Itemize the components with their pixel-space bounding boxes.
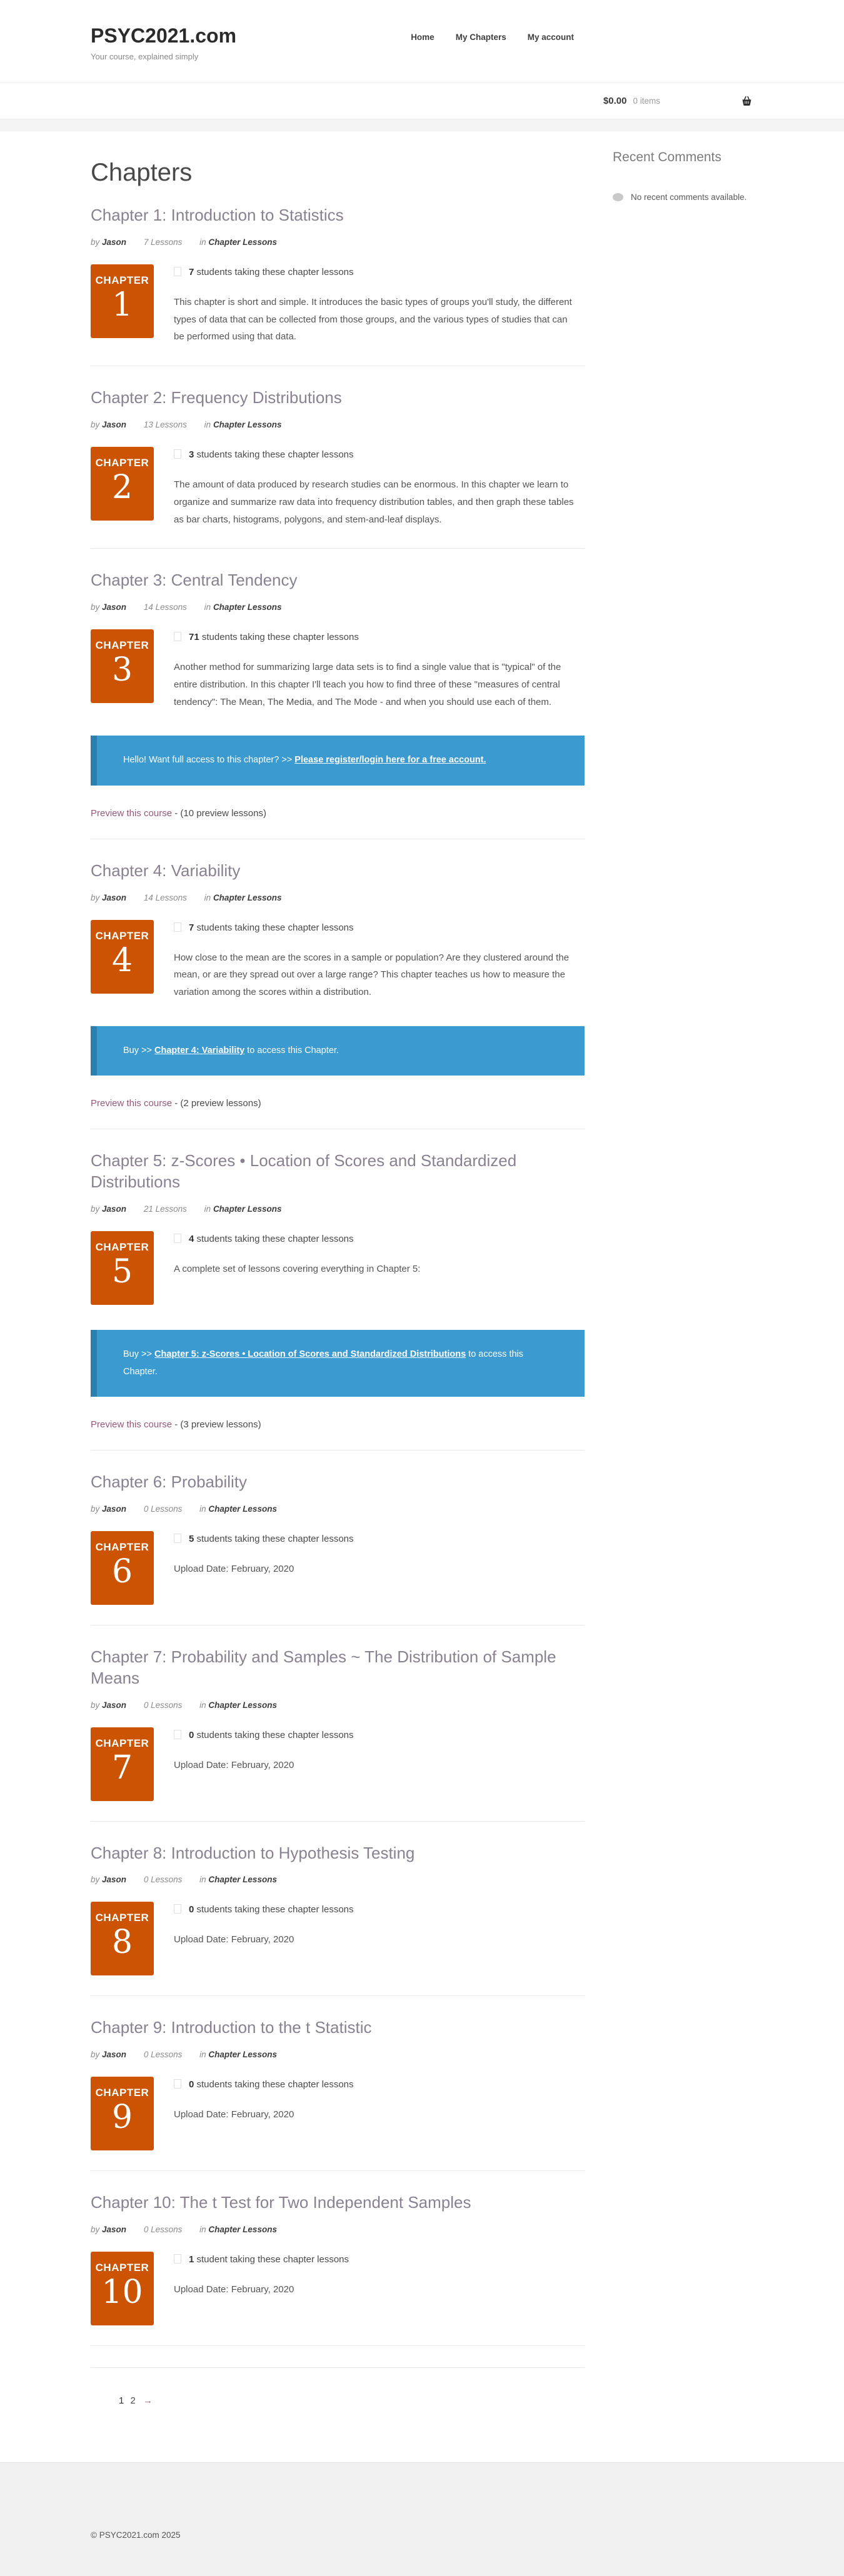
pagination-current-page: 1 (119, 2395, 124, 2406)
chapter-banner (91, 1330, 585, 1397)
students-count-line (174, 2252, 585, 2265)
chapter-meta (91, 1504, 585, 1514)
preview-lessons-count: - (2 preview lessons) (172, 1098, 261, 1109)
chapter-author: by Jason (91, 1204, 127, 1214)
site-footer (0, 2462, 844, 2576)
chapter-badge-number: 5 (111, 1253, 133, 1291)
chapter-author: by Jason (91, 237, 127, 247)
chapter-title (91, 2192, 585, 2214)
chapter-meta (91, 1700, 585, 1710)
chapter-category: in Chapter Lessons (199, 1504, 277, 1514)
students-icon (174, 2079, 181, 2089)
students-count: 1 (189, 2254, 194, 2265)
chapter-badge-number: 2 (111, 469, 133, 507)
chapter-title (91, 861, 585, 882)
chapter-entry (91, 1843, 585, 1997)
chapter-entry (91, 1151, 585, 1450)
students-count: 4 (189, 1234, 194, 1245)
nav-item-home[interactable]: Home (411, 32, 435, 42)
chapters-list (91, 205, 585, 2346)
chapter-badge-label: CHAPTER (95, 2261, 149, 2274)
students-count: 7 (189, 922, 194, 933)
chapter-title-link[interactable]: Chapter 6: Probability (91, 1472, 248, 1492)
chapter-title (91, 1472, 585, 1493)
students-icon (174, 267, 181, 276)
comment-bubble-icon (613, 193, 623, 201)
chapter-title-link[interactable]: Chapter 3: Central Tendency (91, 571, 298, 590)
banner-text-pre: Buy >> (123, 1349, 154, 1360)
chapter-badge-label: CHAPTER (95, 1912, 149, 1924)
chapter-badge-number: 1 (111, 286, 133, 324)
chapter-description: A complete set of lessons covering everything in Chapter 5: (174, 1264, 421, 1275)
banner-text-pre: Buy >> (123, 1045, 154, 1056)
chapter-badge-thumbnail[interactable] (91, 447, 154, 521)
preview-course-link[interactable]: Preview this course (91, 1419, 173, 1430)
chapter-badge-number: 7 (111, 1749, 133, 1787)
pagination (91, 2368, 585, 2406)
students-count-line (174, 2077, 585, 2090)
chapter-badge-thumbnail[interactable] (91, 1902, 154, 1975)
banner-text-pre: Hello! Want full access to this chapter? >> (123, 755, 295, 766)
chapter-lessons-count: 0 Lessons (143, 1875, 183, 1885)
chapter-badge-thumbnail[interactable] (91, 264, 154, 338)
students-label: students taking these chapter lessons (199, 632, 359, 643)
students-count-line (174, 1231, 585, 1244)
chapter-badge-number: 4 (111, 941, 133, 979)
chapter-entry (91, 2017, 585, 2171)
chapter-category: in Chapter Lessons (204, 892, 282, 902)
chapter-badge-label: CHAPTER (95, 929, 149, 942)
chapter-category: in Chapter Lessons (199, 2224, 277, 2234)
main-content (91, 131, 585, 2406)
chapter-badge-number: 8 (111, 1924, 133, 1962)
chapter-meta (91, 2050, 585, 2059)
chapter-author: by Jason (91, 892, 127, 902)
nav-item-my-account[interactable]: My account (527, 32, 574, 42)
chapter-media (91, 1902, 585, 1975)
chapter-meta (91, 893, 585, 902)
no-comments-text: No recent comments available. (631, 192, 747, 202)
chapter-title-link[interactable]: Chapter 9: Introduction to the t Statistic (91, 2018, 372, 2037)
students-icon (174, 449, 181, 459)
preview-lessons-count: - (3 preview lessons) (172, 1419, 261, 1430)
students-count: 0 (189, 2079, 194, 2090)
students-label: students taking these chapter lessons (194, 1533, 354, 1544)
chapter-description: Upload Date: February, 2020 (174, 1934, 294, 1945)
chapter-category: in Chapter Lessons (199, 1875, 277, 1885)
main-nav (411, 32, 574, 42)
students-count-line (174, 920, 585, 933)
students-label: students taking these chapter lessons (194, 2079, 354, 2090)
students-label: student taking these chapter lessons (194, 2254, 349, 2265)
site-header (0, 0, 844, 61)
chapter-media (91, 629, 585, 711)
chapter-lessons-count: 14 Lessons (143, 892, 187, 902)
site-branding (91, 25, 236, 61)
chapter-media (91, 447, 585, 528)
students-label: students taking these chapter lessons (194, 1729, 354, 1740)
chapter-title-link[interactable]: Chapter 5: z-Scores • Location of Scores and Standardized Distributions (91, 1151, 517, 1192)
no-comments-item (613, 192, 753, 202)
chapter-title (91, 1843, 585, 1864)
chapter-title (91, 2017, 585, 2039)
chapter-banner (91, 736, 585, 786)
site-tagline: Your course, explained simply (91, 52, 199, 62)
students-count: 71 (189, 632, 199, 643)
chapter-badge-thumbnail[interactable] (91, 2077, 154, 2150)
chapter-title (91, 387, 585, 409)
chapter-media (91, 264, 585, 346)
chapter-title (91, 570, 585, 591)
chapter-title (91, 1151, 585, 1193)
chapter-badge-label: CHAPTER (95, 274, 149, 286)
chapter-description: Upload Date: February, 2020 (174, 1759, 294, 1770)
students-count: 3 (189, 449, 194, 461)
preview-lessons-count: - (10 preview lessons) (172, 807, 266, 819)
chapter-author: by Jason (91, 2224, 127, 2234)
students-label: students taking these chapter lessons (194, 266, 354, 277)
chapter-badge-label: CHAPTER (95, 639, 149, 652)
chapter-entry (91, 205, 585, 366)
students-icon (174, 922, 181, 932)
chapter-category: in Chapter Lessons (204, 1204, 282, 1214)
students-label: students taking these chapter lessons (194, 449, 354, 461)
chapter-badge-thumbnail[interactable] (91, 629, 154, 703)
students-icon (174, 1730, 181, 1739)
chapter-badge-thumbnail[interactable] (91, 920, 154, 994)
chapter-description: This chapter is short and simple. It introduces the basic types of groups you'll study, the different types of data that can be collected from those groups, and the various types of studies that can be performed using that data. (174, 296, 572, 342)
chapter-lessons-count: 13 Lessons (143, 420, 187, 430)
chapter-title-link[interactable]: Chapter 10: The t Test for Two Independent Samples (91, 2193, 471, 2212)
chapter-author: by Jason (91, 2050, 127, 2060)
students-icon (174, 1234, 181, 1243)
chapter-author: by Jason (91, 1875, 127, 1885)
chapter-description: Upload Date: February, 2020 (174, 2284, 294, 2295)
students-count-line (174, 264, 585, 277)
chapter-media (91, 1231, 585, 1305)
students-count: 0 (189, 1904, 194, 1915)
chapter-entry (91, 1647, 585, 1822)
chapter-badge-thumbnail[interactable] (91, 1231, 154, 1305)
chapter-description: Upload Date: February, 2020 (174, 1563, 294, 1574)
chapter-meta (91, 237, 585, 247)
recent-comments-title: Recent Comments (613, 150, 721, 165)
chapter-badge-label: CHAPTER (95, 2087, 149, 2099)
chapter-description: Another method for summarizing large data sets is to find a single value that is "typical" of the entire distribution. In this chapter I'll teach you how to find three of these "measures of central tendency": The Mean, The Media, and The Mode - and when you should use each of them. (174, 662, 561, 707)
chapter-badge-number: 10 (101, 2273, 143, 2311)
chapter-lessons-count: 14 Lessons (143, 602, 187, 612)
chapter-badge-thumbnail[interactable] (91, 1531, 154, 1605)
chapter-media (91, 1727, 585, 1801)
banner-link[interactable]: Chapter 5: z-Scores • Location of Scores and Standardized Distributions (154, 1349, 466, 1360)
footer-copyright: © PSYC2021.com 2025 (91, 2530, 181, 2540)
chapter-description: Upload Date: February, 2020 (174, 2109, 294, 2120)
chapter-entry (91, 1472, 585, 1625)
chapter-badge-label: CHAPTER (95, 1241, 149, 1254)
banner-link[interactable]: Chapter 4: Variability (154, 1045, 245, 1056)
banner-text-post: to access this Chapter. (244, 1045, 339, 1056)
chapter-title (91, 205, 585, 226)
students-count: 0 (189, 1729, 194, 1740)
pagination-next-arrow[interactable]: → (143, 2395, 153, 2406)
students-count-line (174, 1902, 585, 1915)
preview-line (91, 1419, 585, 1430)
chapter-media (91, 920, 585, 1001)
chapter-badge-label: CHAPTER (95, 457, 149, 469)
chapter-author: by Jason (91, 1504, 127, 1514)
banner-text-post: to access this Chapter. (123, 1349, 524, 1377)
chapter-badge-number: 3 (111, 651, 133, 689)
cart-items-count[interactable]: 0 items (633, 96, 660, 106)
chapter-lessons-count: 0 Lessons (143, 2224, 183, 2234)
chapter-meta (91, 602, 585, 612)
students-count-line (174, 1727, 585, 1740)
cart-bar (0, 82, 844, 119)
chapter-badge-thumbnail[interactable] (91, 1727, 154, 1801)
site-title[interactable]: PSYC2021.com (91, 24, 237, 47)
students-count: 7 (189, 266, 194, 277)
chapter-category: in Chapter Lessons (204, 420, 282, 430)
chapter-badge-number: 6 (111, 1552, 133, 1590)
chapter-lessons-count: 21 Lessons (143, 1204, 187, 1214)
chapter-badge-thumbnail[interactable] (91, 2252, 154, 2325)
students-icon (174, 2254, 181, 2264)
chapter-entry (91, 861, 585, 1130)
chapter-entry (91, 570, 585, 839)
chapter-media (91, 2252, 585, 2325)
chapter-banner (91, 1026, 585, 1076)
chapter-title-link[interactable]: Chapter 2: Frequency Distributions (91, 388, 342, 407)
chapter-author: by Jason (91, 602, 127, 612)
chapter-title-link[interactable]: Chapter 1: Introduction to Statistics (91, 206, 344, 225)
chapter-category: in Chapter Lessons (199, 237, 277, 247)
chapter-lessons-count: 0 Lessons (143, 1700, 183, 1710)
chapter-category: in Chapter Lessons (204, 602, 282, 612)
chapter-entry (91, 2192, 585, 2346)
students-count-line (174, 1531, 585, 1544)
chapter-category: in Chapter Lessons (199, 1700, 277, 1710)
chapter-media (91, 1531, 585, 1605)
nav-item-my-chapters[interactable]: My Chapters (455, 32, 506, 42)
preview-course-link[interactable]: Preview this course (91, 807, 173, 819)
chapter-entry (91, 387, 585, 549)
chapter-description: The amount of data produced by research studies can be enormous. In this chapter we learn to organize and summarize raw data into frequency distribution tables, and then graph these tables as bar charts, histograms, polygons, and stem-and-leaf displays. (174, 479, 574, 525)
chapter-author: by Jason (91, 1700, 127, 1710)
shopping-basket-icon[interactable] (740, 94, 753, 107)
page-title: Chapters (91, 159, 193, 187)
students-label: students taking these chapter lessons (194, 922, 354, 933)
header-divider-strip (0, 119, 844, 131)
students-icon (174, 1534, 181, 1543)
chapter-lessons-count: 0 Lessons (143, 2050, 183, 2060)
banner-link[interactable]: Please register/login here for a free account. (294, 755, 486, 766)
students-icon (174, 632, 181, 641)
students-label: students taking these chapter lessons (194, 1234, 354, 1245)
chapter-category: in Chapter Lessons (199, 2050, 277, 2060)
sidebar (613, 131, 753, 202)
chapter-lessons-count: 7 Lessons (143, 237, 183, 247)
students-count: 5 (189, 1533, 194, 1544)
students-icon (174, 1904, 181, 1914)
chapter-lessons-count: 0 Lessons (143, 1504, 183, 1514)
chapter-badge-label: CHAPTER (95, 1737, 149, 1749)
chapter-meta (91, 1204, 585, 1214)
students-count-line (174, 629, 585, 642)
chapter-meta (91, 1875, 585, 1884)
chapter-meta (91, 420, 585, 429)
students-label: students taking these chapter lessons (194, 1904, 354, 1915)
pagination-page-2[interactable]: 2 (130, 2395, 136, 2406)
chapter-title (91, 1647, 585, 1689)
preview-line (91, 1098, 585, 1109)
chapter-title-link[interactable]: Chapter 7: Probability and Samples ~ The Distribution of Sample Means (91, 1647, 556, 1687)
preview-course-link[interactable]: Preview this course (91, 1098, 173, 1109)
students-count-line (174, 447, 585, 460)
chapter-badge-label: CHAPTER (95, 1540, 149, 1553)
preview-line (91, 808, 585, 819)
chapter-description: How close to the mean are the scores in a sample or population? Are they clustered around the mean, or are they spread out over a large range? This chapter teaches us how to measure the variation among the scores within a distribution. (174, 952, 570, 998)
chapter-title-link[interactable]: Chapter 4: Variability (91, 861, 241, 880)
chapter-author: by Jason (91, 420, 127, 430)
cart-total[interactable]: $0.00 (603, 96, 627, 107)
chapter-meta (91, 2225, 585, 2234)
chapter-title-link[interactable]: Chapter 8: Introduction to Hypothesis Testing (91, 1843, 415, 1862)
chapter-media (91, 2077, 585, 2150)
chapter-badge-number: 9 (111, 2099, 133, 2137)
